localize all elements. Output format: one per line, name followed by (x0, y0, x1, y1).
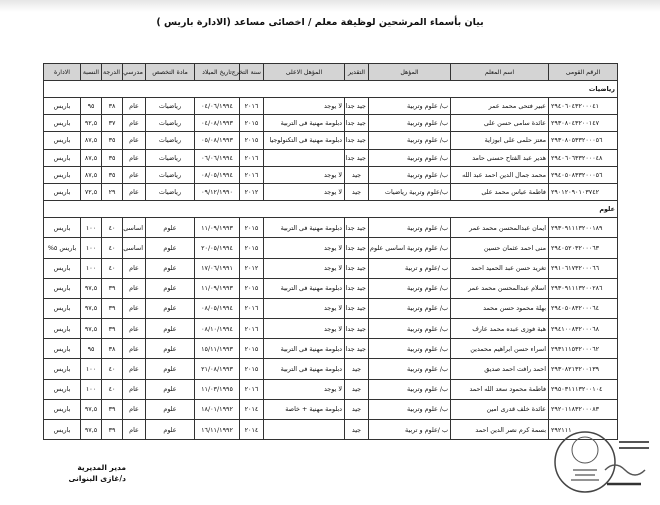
cell-qualification: ب/ علوم وتربية (369, 218, 451, 238)
table-row (44, 379, 618, 399)
cell-school-type: اساسى (123, 238, 146, 258)
cell-specialization: رياضيات (146, 149, 195, 166)
cell-qualification: ب/ علوم وتربية (369, 132, 451, 149)
cell-graduation-year: ٢٠١٥ (240, 359, 264, 379)
cell-grade: جيد (345, 399, 369, 419)
cell-percentage: ٩٧,٥ (81, 420, 102, 440)
cell-teacher-name: فاطمة محمود سعد الله احمد (451, 379, 549, 399)
section-label: علوم (44, 201, 618, 218)
cell-birth-date: ١٨/٠١/١٩٩٢ (195, 399, 240, 419)
cell-higher-qualification: دبلومة مهنية فى التربية (264, 115, 345, 132)
cell-percentage: ٩٧,٥ (81, 278, 102, 298)
cell-teacher-name: ايمان عبدالمحسن محمد عمر (451, 218, 549, 238)
cell-school-type: عام (123, 166, 146, 183)
cell-grade: جيد (345, 183, 369, 200)
table-row (44, 149, 618, 166)
cell-specialization: علوم (146, 319, 195, 339)
cell-higher-qualification: دبلومة مهنية فى التربية (264, 278, 345, 298)
cell-teacher-name: احمد رافت احمد صديق (451, 359, 549, 379)
column-header-higher-qualification: المؤهل الاعلى (264, 64, 345, 81)
cell-qualification: ب/علوم وتربية رياضيات (369, 183, 451, 200)
table-row (44, 258, 618, 278)
cell-qualification: ب/ علوم وتربية (369, 359, 451, 379)
cell-qualification: ب/ علوم وتربية اساسى علوم (369, 238, 451, 258)
cell-national-id: ٢٩٣٠٨٠٤٣٢٠٠١٤٧ (549, 115, 618, 132)
table-row (44, 298, 618, 318)
cell-administration: باريس (44, 166, 81, 183)
table-row (44, 399, 618, 419)
cell-administration: باريس (44, 359, 81, 379)
cell-percentage: ٨٧,٥ (81, 149, 102, 166)
cell-administration: باريس (44, 420, 81, 440)
cell-higher-qualification: دبلومة مهنية فى التربية (264, 339, 345, 359)
cell-birth-date: ٠٩/١٢/١٩٩٠ (195, 183, 240, 200)
cell-school-type: عام (123, 149, 146, 166)
cell-graduation-year: ٢٠١٥ (240, 115, 264, 132)
cell-teacher-name: معتز حلمى على ابوزاية (451, 132, 549, 149)
cell-qualification: ب /علوم و تربية (369, 258, 451, 278)
cell-percentage: ١٠٠ (81, 258, 102, 278)
cell-national-id: ٢٩٣٠٨٠٥٣٣٢٠٠٠٥٦ (549, 132, 618, 149)
cell-specialization: علوم (146, 359, 195, 379)
cell-score: ٣٩ (102, 298, 123, 318)
cell-score: ٣٩ (102, 319, 123, 339)
column-header-teacher-name: اسم المعلم (451, 64, 549, 81)
cell-national-id: ٢٩٤٠٦٠٤٣٢٠٠٠٤١ (549, 98, 618, 115)
cell-school-type: عام (123, 258, 146, 278)
cell-qualification: ب/ علوم وتربية (369, 98, 451, 115)
document-title: بيان بأسماء المرشحين لوظيفة معلم / اخصائى مساعد (الادارة باريس ) (156, 17, 484, 28)
cell-graduation-year: ٢٠١٥ (240, 218, 264, 238)
cell-administration: باريس (44, 149, 81, 166)
cell-administration: باريس (44, 183, 81, 200)
cell-birth-date: ٠٨/٠٥/١٩٩٤ (195, 166, 240, 183)
table-row (44, 115, 618, 132)
cell-specialization: علوم (146, 339, 195, 359)
cell-school-type: عام (123, 379, 146, 399)
cell-birth-date: ١١/٠٩/١٩٩٣ (195, 278, 240, 298)
cell-national-id: ٢٩٣٠٨٢١٣٢٠٠١٣٩ (549, 359, 618, 379)
cell-birth-date: ٠٥/٠٨/١٩٩٣ (195, 132, 240, 149)
cell-school-type: عام (123, 339, 146, 359)
cell-teacher-name: اسلام عبدالمحسن محمد عمر (451, 278, 549, 298)
cell-administration: باريس (44, 115, 81, 132)
cell-higher-qualification: لا يوجد (264, 238, 345, 258)
cell-national-id: ٢٩٢٠١١٨٣٢٠٠٠٨٣ (549, 399, 618, 419)
cell-school-type: عام (123, 359, 146, 379)
cell-percentage: ٨٧,٥ (81, 132, 102, 149)
director-title: مدير المديرية (77, 463, 126, 472)
cell-higher-qualification: دبلومة مهنية + خاصة (264, 399, 345, 419)
cell-graduation-year: ٢٠١٥ (240, 238, 264, 258)
table-row (44, 359, 618, 379)
cell-birth-date: ١٥/١١/١٩٩٣ (195, 339, 240, 359)
cell-grade: جيد جدا (345, 115, 369, 132)
cell-percentage: ١٠٠ (81, 379, 102, 399)
cell-score: ٣٨ (102, 98, 123, 115)
cell-national-id: ٢٩٤٠٥٢٠٣٢٠٠٠٦٣ (549, 238, 618, 258)
cell-teacher-name: بسمة كرم نصر الدين احمد (451, 420, 549, 440)
cell-national-id: ٢٩٠١٢٠٩٠١٠٣٧٤٢ (549, 183, 618, 200)
cell-grade: جيد جدا (345, 258, 369, 278)
column-header-percentage: النسبة (81, 64, 102, 81)
table-row (44, 278, 618, 298)
cell-graduation-year: ٢٠١٦ (240, 149, 264, 166)
cell-graduation-year: ٢٠١٢ (240, 183, 264, 200)
cell-graduation-year: ٢٠١٦ (240, 379, 264, 399)
cell-qualification: ب/ علوم وتربية (369, 399, 451, 419)
cell-teacher-name: عائدة خلف قدرى امين (451, 399, 549, 419)
cell-specialization: رياضيات (146, 166, 195, 183)
cell-percentage: ٩٥ (81, 98, 102, 115)
cell-graduation-year: ٢٠١٥ (240, 132, 264, 149)
cell-administration: باريس (44, 258, 81, 278)
cell-school-type: عام (123, 298, 146, 318)
cell-higher-qualification (264, 149, 345, 166)
cell-score: ٤٠ (102, 218, 123, 238)
cell-score: ٣٨ (102, 339, 123, 359)
cell-teacher-name: فاطمة عباس محمد على (451, 183, 549, 200)
candidates-table (43, 63, 618, 440)
cell-specialization: علوم (146, 278, 195, 298)
cell-qualification: ب/ علوم وتربية (369, 298, 451, 318)
cell-score: ٣٩ (102, 399, 123, 419)
cell-grade: جيد جدا (345, 132, 369, 149)
cell-teacher-name: هبة فوزى عبده محمد عارف (451, 319, 549, 339)
table-row (44, 319, 618, 339)
director-name: د/غازى البنوانى (68, 474, 126, 483)
cell-grade: جيد جدا (345, 98, 369, 115)
cell-specialization: علوم (146, 218, 195, 238)
cell-national-id: ٢٩٤٠٥٠٨٣٢٠٠٠٦٤ (549, 298, 618, 318)
cell-grade: جيد (345, 166, 369, 183)
cell-school-type: عام (123, 183, 146, 200)
cell-teacher-name: هدير عبد الفتاح حسنى حامد (451, 149, 549, 166)
cell-administration: باريس (44, 379, 81, 399)
cell-qualification: ب/ علوم وتربية (369, 278, 451, 298)
cell-graduation-year: ٢٠١٦ (240, 298, 264, 318)
cell-specialization: علوم (146, 399, 195, 419)
cell-grade: جيد جدا (345, 149, 369, 166)
scan-shadow (0, 0, 660, 12)
cell-percentage: ٩٢,٥ (81, 115, 102, 132)
cell-specialization: علوم (146, 298, 195, 318)
cell-score: ٢٩ (102, 183, 123, 200)
cell-specialization: علوم (146, 379, 195, 399)
cell-higher-qualification: دبلومة مهنية فى التربية (264, 218, 345, 238)
cell-specialization: رياضيات (146, 183, 195, 200)
cell-national-id: ٢٩١٠٦١٧٣٢٠٠٠٦٦ (549, 258, 618, 278)
cell-school-type: عام (123, 98, 146, 115)
cell-grade: جيد (345, 359, 369, 379)
cell-graduation-year: ٢٠١٦ (240, 98, 264, 115)
cell-grade: جيد جدا (345, 278, 369, 298)
column-header-birth-date: تاريخ الميلاد (195, 64, 240, 81)
cell-birth-date: ٠٤/٠٦/١٩٩٤ (195, 98, 240, 115)
cell-higher-qualification: لا يوجد (264, 379, 345, 399)
cell-qualification: ب/ علوم وتربية (369, 379, 451, 399)
cell-higher-qualification: لا يوجد (264, 98, 345, 115)
cell-national-id: ٢٩٣٠٩١١١٣٢٠٠٢٨٦ (549, 278, 618, 298)
cell-qualification: ب/ علوم وتربية (369, 319, 451, 339)
cell-score: ٣٥ (102, 149, 123, 166)
cell-administration: باريس (44, 319, 81, 339)
column-header-qualification: المؤهل (369, 64, 451, 81)
cell-grade: جيد جدا (345, 298, 369, 318)
cell-score: ٣٥ (102, 132, 123, 149)
official-stamp-icon (545, 420, 657, 502)
cell-score: ٣٩ (102, 278, 123, 298)
cell-graduation-year: ٢٠١٤ (240, 399, 264, 419)
cell-graduation-year: ٢٠١٥ (240, 339, 264, 359)
cell-birth-date: ٠٤/٠٨/١٩٩٣ (195, 115, 240, 132)
cell-graduation-year: ٢٠١٥ (240, 278, 264, 298)
cell-administration: باريس (44, 218, 81, 238)
column-header-specialization: مادة التخصص (146, 64, 195, 81)
section-row (44, 201, 618, 218)
table-row (44, 132, 618, 149)
cell-qualification: ب /علوم و تربية (369, 420, 451, 440)
cell-specialization: علوم (146, 420, 195, 440)
column-header-score: الدرجة (102, 64, 123, 81)
table-row (44, 98, 618, 115)
cell-grade: جيد (345, 420, 369, 440)
section-label: رياضيات (44, 81, 618, 98)
cell-higher-qualification: لا يوجد (264, 183, 345, 200)
cell-qualification: ب/ علوم وتربية (369, 115, 451, 132)
cell-school-type: عام (123, 115, 146, 132)
column-header-graduation-year: سنة التخرج (240, 64, 264, 81)
cell-school-type: عام (123, 132, 146, 149)
table-row (44, 420, 618, 440)
cell-score: ٤٠ (102, 379, 123, 399)
table-row (44, 183, 618, 200)
cell-administration: باريس ٥% (44, 238, 81, 258)
cell-administration: باريس (44, 98, 81, 115)
cell-teacher-name: اسراء حسن ابراهيم محمدين (451, 339, 549, 359)
cell-grade: جيد (345, 379, 369, 399)
cell-qualification: ب/ علوم وتربية (369, 149, 451, 166)
cell-percentage: ٩٧,٥ (81, 319, 102, 339)
cell-teacher-name: بهلة محمود حسن محمد (451, 298, 549, 318)
cell-graduation-year: ٢٠١٢ (240, 258, 264, 278)
cell-higher-qualification: لا يوجد (264, 298, 345, 318)
cell-birth-date: ١١/٠٣/١٩٩٥ (195, 379, 240, 399)
cell-graduation-year: ٢٠١٦ (240, 166, 264, 183)
cell-administration: باريس (44, 278, 81, 298)
cell-school-type: عام (123, 278, 146, 298)
cell-grade: جيد جدا (345, 319, 369, 339)
cell-specialization: علوم (146, 238, 195, 258)
cell-percentage: ١٠٠ (81, 238, 102, 258)
cell-percentage: ٩٧,٥ (81, 298, 102, 318)
cell-score: ٣٥ (102, 166, 123, 183)
cell-score: ٣٧ (102, 115, 123, 132)
cell-national-id: ٢٩٥٠٣١١١٣٢٠٠١٠٤ (549, 379, 618, 399)
cell-score: ٤٠ (102, 238, 123, 258)
cell-qualification: ب/ علوم وتربية (369, 166, 451, 183)
cell-national-id: ٢٩٣٠٩١١١٣٢٠٠١٨٩ (549, 218, 618, 238)
cell-specialization: رياضيات (146, 132, 195, 149)
cell-national-id: ٢٩٤٠٦٠٦٣٣٢٠٠٠٤٨ (549, 149, 618, 166)
cell-score: ٤٠ (102, 258, 123, 278)
cell-teacher-name: عبير فتحى محمد عمر (451, 98, 549, 115)
cell-teacher-name: عائدة سامى حسن على (451, 115, 549, 132)
cell-administration: باريس (44, 339, 81, 359)
cell-school-type: عام (123, 319, 146, 339)
cell-teacher-name: تغريد حسن عبد الحميد احمد (451, 258, 549, 278)
cell-specialization: رياضيات (146, 115, 195, 132)
cell-higher-qualification: دبلومة مهنية فى التربية (264, 359, 345, 379)
cell-graduation-year: ٢٠١٤ (240, 420, 264, 440)
table-row (44, 218, 618, 238)
cell-school-type: اساسى (123, 218, 146, 238)
cell-specialization: علوم (146, 258, 195, 278)
table-header-row (44, 64, 618, 81)
cell-administration: باريس (44, 399, 81, 419)
cell-grade: جيد جدا (345, 238, 369, 258)
cell-grade: جيد جدا (345, 339, 369, 359)
cell-national-id: ٢٩٤١٠٠٨٣٢٠٠٠٦٨ (549, 319, 618, 339)
cell-administration: باريس (44, 132, 81, 149)
cell-birth-date: ١٦/١١/١٩٩٢ (195, 420, 240, 440)
cell-percentage: ٩٧,٥ (81, 399, 102, 419)
table-row (44, 238, 618, 258)
cell-birth-date: ٠٦/٠٦/١٩٩٤ (195, 149, 240, 166)
cell-percentage: ٧٢,٥ (81, 183, 102, 200)
cell-grade: جيد جدا (345, 218, 369, 238)
cell-percentage: ١٠٠ (81, 359, 102, 379)
cell-higher-qualification: لا يوجد (264, 166, 345, 183)
cell-administration: باريس (44, 298, 81, 318)
cell-birth-date: ٠٨/٠٥/١٩٩٤ (195, 298, 240, 318)
column-header-administration: الادارة (44, 64, 81, 81)
cell-higher-qualification: لا يوجد (264, 319, 345, 339)
cell-national-id: ٢٩٤٠٥٠٨٣٣٢٠٠٠٥٦ (549, 166, 618, 183)
cell-percentage: ١٠٠ (81, 218, 102, 238)
cell-percentage: ٩٥ (81, 339, 102, 359)
cell-teacher-name: محمد جمال الدين احمد عبد الله (451, 166, 549, 183)
cell-school-type: عام (123, 399, 146, 419)
cell-teacher-name: منى احمد عثمان حسين (451, 238, 549, 258)
section-row (44, 81, 618, 98)
cell-birth-date: ١٧/٠٦/١٩٩١ (195, 258, 240, 278)
cell-birth-date: ٢٠/٠٥/١٩٩٤ (195, 238, 240, 258)
cell-qualification: ب/ علوم وتربية (369, 339, 451, 359)
cell-birth-date: ٠٨/١٠/١٩٩٤ (195, 319, 240, 339)
cell-higher-qualification (264, 420, 345, 440)
cell-higher-qualification: لا يوجد (264, 258, 345, 278)
cell-national-id: ٢٩٢١١١ (549, 420, 618, 440)
cell-national-id: ٢٩٣١١١٥٣٢٠٠٠٦٢ (549, 339, 618, 359)
cell-percentage: ٨٧,٥ (81, 166, 102, 183)
cell-graduation-year: ٢٠١٦ (240, 319, 264, 339)
cell-specialization: رياضيات (146, 98, 195, 115)
column-header-grade: التقدير (345, 64, 369, 81)
cell-score: ٤٠ (102, 359, 123, 379)
cell-higher-qualification: دبلومة مهنية فى التكنولوجيا (264, 132, 345, 149)
cell-school-type: عام (123, 420, 146, 440)
table-row (44, 166, 618, 183)
column-header-national-id: الرقم القومى (549, 64, 618, 81)
cell-birth-date: ٢١/٠٨/١٩٩٣ (195, 359, 240, 379)
cell-score: ٣٩ (102, 420, 123, 440)
signature-block (46, 462, 126, 484)
column-header-school-type: مدرسي (123, 64, 146, 81)
table-row (44, 339, 618, 359)
cell-birth-date: ١١/٠٩/١٩٩٣ (195, 218, 240, 238)
